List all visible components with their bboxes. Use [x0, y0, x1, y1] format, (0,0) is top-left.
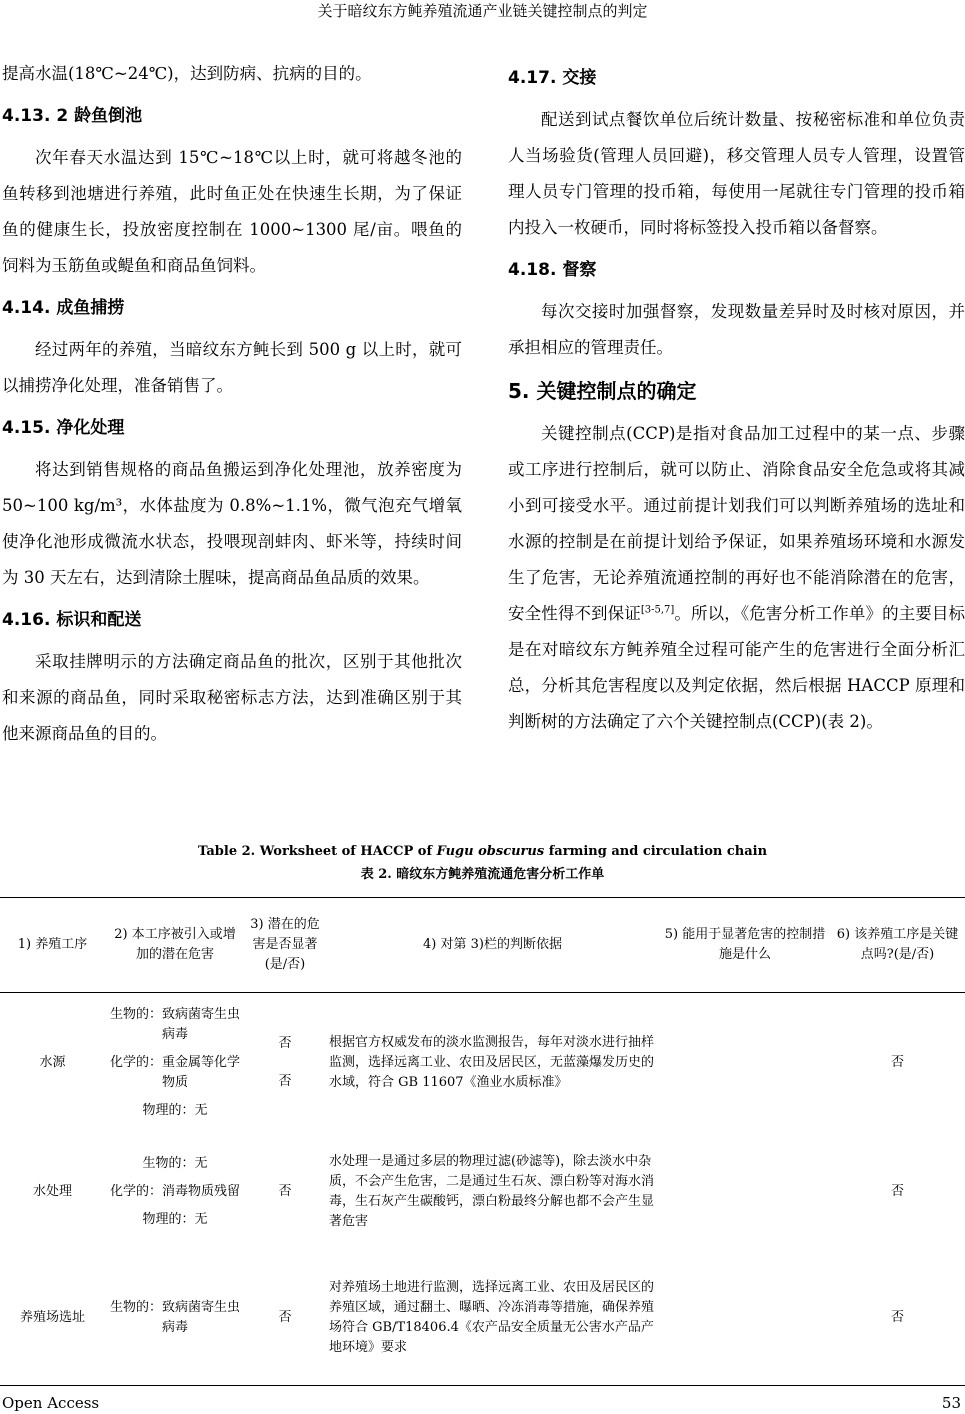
paragraph: 采取挂牌明示的方法确定商品鱼的批次，区别于其他批次和来源的商品鱼，同时采取秘密标志方法，达到准确区别于其他来源商品鱼的目的。	[2, 652, 462, 743]
column-header: 2) 本工序被引入或增加的潜在危害	[105, 898, 245, 993]
section-heading: 4.18. 督察	[508, 260, 597, 280]
paragraph: 每次交接时加强督察，发现数量差异时及时核对原因，并承担相应的管理责任。	[508, 302, 965, 357]
section-heading: 4.17. 交接	[508, 68, 597, 88]
significance-value: 否	[278, 1035, 292, 1051]
table-row	[0, 1251, 965, 1386]
hazard-item: 生物的：致病菌寄生虫病毒	[109, 1006, 240, 1042]
paragraph: 次年春天水温达到 15℃~18℃以上时，就可将越冬池的鱼转移到池塘进行养殖，此时鱼正处在快速生长期，为了保证鱼的健康生长，投放密度控制在 1000~1300 尾/亩。喂鱼的饲料为玉筋鱼或鳀鱼和商品鱼饲料。	[2, 148, 462, 275]
right-column	[508, 56, 965, 744]
citation[interactable]: [3-5,7]	[640, 604, 675, 616]
hazards-cell	[105, 993, 245, 1133]
basis-cell: 水处理一是通过多层的物理过滤(砂滤等)，除去淡水中杂质，不会产生危害，二是通过生石灰、漂白粉等对海水消毒，生石灰产生碳酸钙，漂白粉最终分解也都不会产生显著危害	[329, 1153, 655, 1229]
table-caption-en	[0, 844, 965, 859]
significance-value: 否	[278, 1073, 292, 1089]
hazard-item: 物理的：无	[142, 1211, 208, 1227]
paragraph: 配送到试点餐饮单位后统计数量、按秘密标准和单位负责人当场验货(管理人员回避)，移交管理人员专人管理，设置管理人员专门管理的投币箱，每使用一尾就往专门管理的投币箱内投入一枚硬币，同时将标签投入投币箱以备督察。	[508, 110, 965, 237]
control-measure-cell	[660, 1251, 830, 1386]
hazard-item: 物理的：无	[142, 1102, 208, 1118]
table-caption-zh: 表 2. 暗纹东方鲀养殖流通危害分析工作单	[360, 867, 605, 882]
left-column	[2, 56, 462, 756]
significance-value: 否	[278, 1183, 292, 1199]
basis-cell: 对养殖场土地进行监测，选择远离工业、农田及居民区的养殖区域，通过翻土、曝晒、冷冻消毒等措施，确保养殖场符合 GB/T18406.4《农产品安全质量无公害水产品产地环境》要求	[325, 1251, 660, 1386]
ccp-cell: 否	[890, 1054, 904, 1070]
ccp-cell: 否	[830, 1251, 965, 1386]
table-header-row	[0, 898, 965, 993]
section-heading: 4.14. 成鱼捕捞	[2, 298, 125, 318]
hazard-item: 生物的：无	[142, 1155, 208, 1171]
paragraph: 将达到销售规格的商品鱼搬运到净化处理池，放养密度为 50~100 kg/m³，水体盐度为 0.8%~1.1%，微气泡充气增氧使净化池形成微流水状态，投喂现剖蚌肉、虾米等，持续时间为 30 天左右，达到清除土腥味，提高商品鱼品质的效果。	[2, 460, 462, 587]
column-header: 5) 能用于显著危害的控制措施是什么	[660, 898, 830, 993]
paragraph: 经过两年的养殖，当暗纹东方鲀长到 500 g 以上时，就可以捕捞净化处理，准备销售了。	[2, 340, 462, 395]
haccp-table	[0, 897, 965, 1386]
footer-open-access: Open Access	[2, 1394, 100, 1412]
column-header: 4) 对第 3)栏的判断依据	[325, 898, 660, 993]
hazard-item: 生物的：致病菌寄生虫病毒	[109, 1299, 240, 1335]
significance-cell	[245, 1133, 325, 1251]
significance-value: 否	[278, 1309, 292, 1325]
column-header: 1) 养殖工序	[0, 898, 105, 993]
ccp-cell: 否	[890, 1183, 904, 1199]
control-measure-cell	[660, 1133, 830, 1251]
section-heading: 4.15. 净化处理	[2, 418, 125, 438]
species-name: Fugu obscurus	[436, 844, 545, 859]
hazard-item: 化学的：重金属等化学物质	[109, 1054, 240, 1090]
column-header: 3) 潜在的危害是否显著(是/否)	[245, 898, 325, 993]
column-header: 6) 该养殖工序是关键点吗?(是/否)	[830, 898, 965, 993]
hazards-cell	[105, 1133, 245, 1251]
control-measure-cell	[660, 993, 830, 1133]
section-heading: 4.16. 标识和配送	[2, 610, 142, 630]
table-row	[0, 1133, 965, 1251]
process-step: 水源	[39, 1054, 66, 1070]
significance-cell	[245, 1251, 325, 1386]
paragraph: 提高水温(18℃~24℃)，达到防病、抗病的目的。	[2, 64, 372, 83]
caption-text: Table 2. Worksheet of HACCP of	[197, 844, 437, 859]
basis-cell: 根据官方权威发布的淡水监测报告，每年对淡水进行抽样监测，选择远离工业、农田及居民区，无蓝藻爆发历史的水域，符合 GB 11607《渔业水质标准》	[329, 1034, 655, 1090]
section-heading: 5. 关键控制点的确定	[508, 379, 697, 403]
caption-text: farming and circulation chain	[544, 844, 768, 859]
hazards-cell	[105, 1251, 245, 1386]
hazard-item: 化学的：消毒物质残留	[109, 1183, 240, 1199]
significance-cell	[245, 993, 325, 1133]
section-heading: 4.13. 2 龄鱼倒池	[2, 106, 143, 126]
text: 。所以，《危害分析工作单》的主要目标是在对暗纹东方鲀养殖全过程可能产生的危害进行全面分析汇总，分析其危害程度以及判定依据，然后根据 HACCP 原理和判断树的方法确定了六个关键控制点(CCP)(表 2)。	[508, 604, 965, 731]
page-number: 53	[941, 1394, 961, 1412]
running-header: 关于暗纹东方鲀养殖流通产业链关键控制点的判定	[317, 2, 648, 20]
text: 关键控制点(CCP)是指对食品加工过程中的某一点、步骤或工序进行控制后，就可以防止、消除食品安全危急或将其减小到可接受水平。通过前提计划我们可以判断养殖场的选址和水源的控制是在前提计划给予保证，如果养殖场环境和水源发生了危害，无论养殖流通控制的再好也不能消除潜在的危害，安全性得不到保证	[508, 424, 965, 623]
process-step: 水处理	[32, 1183, 72, 1199]
process-step: 养殖场选址	[0, 1251, 105, 1386]
table-row	[0, 993, 965, 1133]
paragraph	[508, 416, 965, 740]
